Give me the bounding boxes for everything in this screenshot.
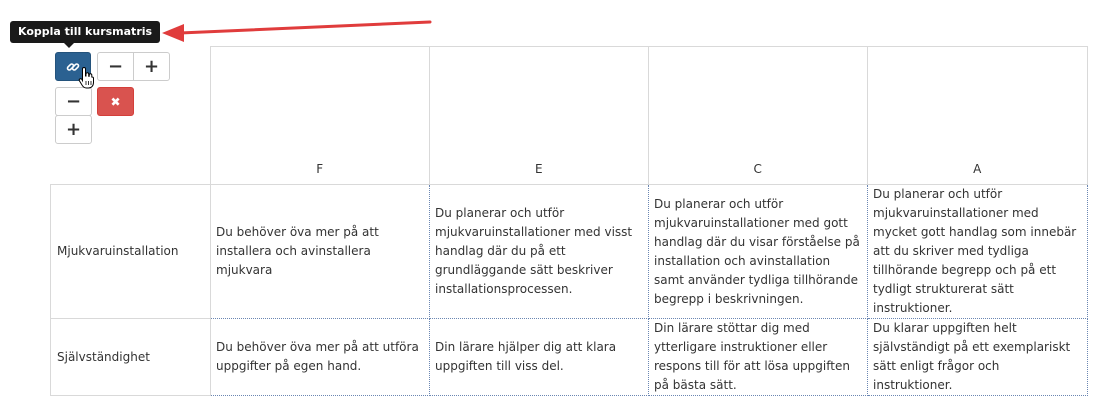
tooltip: Koppla till kursmatris bbox=[10, 21, 160, 43]
matrix-cell[interactable]: Du behöver öva mer på att utföra uppgifter på egen hand. bbox=[211, 319, 430, 396]
minus-icon: − bbox=[107, 55, 124, 77]
close-icon: ✖ bbox=[110, 94, 121, 109]
criterion-label[interactable]: Mjukvaruinstallation bbox=[51, 185, 211, 319]
matrix-cell[interactable]: Din lärare stöttar dig med ytterligare instruktioner eller respons till för att lösa uppgiften på bästa sätt. bbox=[649, 319, 868, 396]
matrix-corner bbox=[51, 47, 211, 185]
grade-header-e[interactable]: E bbox=[430, 47, 649, 185]
course-matrix-table bbox=[50, 46, 1088, 396]
matrix-cell[interactable]: Du planerar och utför mjukvaruinstallationer med visst handlag där du på ett grundläggande sätt beskriver installationsprocessen. bbox=[430, 185, 649, 319]
plus-icon: + bbox=[65, 118, 82, 140]
matrix-cell[interactable]: Din lärare hjälper dig att klara uppgiften till viss del. bbox=[430, 319, 649, 396]
table-row bbox=[51, 185, 1088, 319]
grade-header-f[interactable]: F bbox=[211, 47, 430, 185]
criterion-label[interactable]: Självständighet bbox=[51, 319, 211, 396]
grade-header-c[interactable]: C bbox=[649, 47, 868, 185]
matrix-cell[interactable]: Du behöver öva mer på att installera och avinstallera mjukvara bbox=[211, 185, 430, 319]
matrix-cell[interactable]: Du planerar och utför mjukvaruinstallationer med gott handlag där du visar förståelse på installation och avinstallation samt använder tydliga tillhörande begrepp i beskrivningen. bbox=[649, 185, 868, 319]
grade-header-row bbox=[51, 47, 1088, 185]
plus-icon: + bbox=[143, 55, 160, 77]
table-row bbox=[51, 319, 1088, 396]
matrix-cell[interactable]: Du planerar och utför mjukvaruinstallationer med mycket gott handlag som innebär att du skriver med tydliga tillhörande begrepp och på ett tydligt strukturerat sätt instruktioner. bbox=[868, 185, 1088, 319]
minus-icon: − bbox=[65, 90, 82, 112]
matrix-cell[interactable]: Du klarar uppgiften helt självständigt på ett exemplariskt sätt enligt frågor och instruktioner. bbox=[868, 319, 1088, 396]
grade-header-a[interactable]: A bbox=[868, 47, 1088, 185]
